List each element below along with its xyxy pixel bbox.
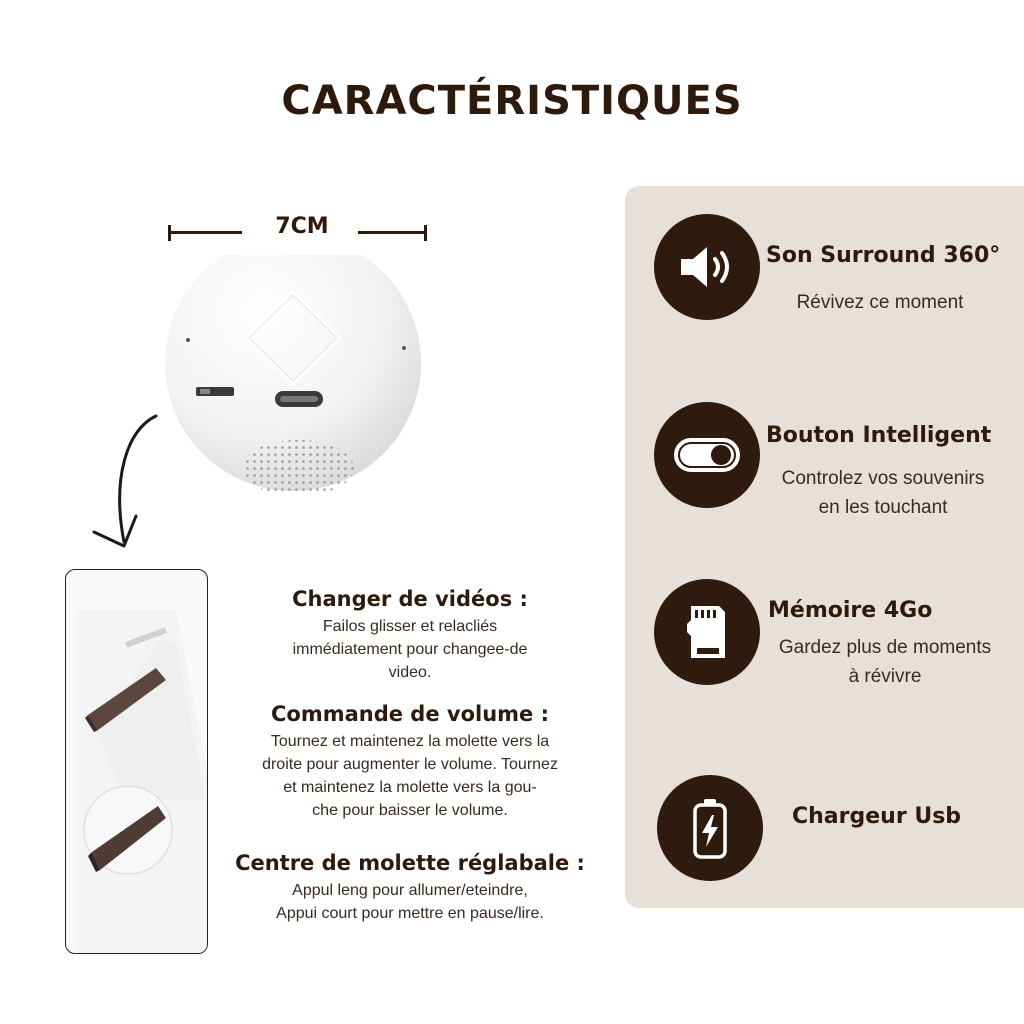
feature-description: Gardez plus de moments à révivre [778,637,992,687]
feature-title: Chargeur Usb [792,804,962,829]
curved-arrow-icon [86,410,166,555]
instruction-heading: Changer de vidéos : [292,587,528,611]
instruction-text: Tournez et maintenez la molette vers la droite pour augmenter le volume. Tournez et maintenez la molette vers la gou- che pour baisser le volume. [262,733,558,819]
device-image [160,255,430,495]
instruction-change-video [212,587,608,684]
feature-title: Mémoire 4Go [768,598,933,623]
page-title: CARACTÉRISTIQUES [281,78,743,124]
instruction-wheel-center [212,851,608,925]
feature-title: Bouton Intelligent [766,423,992,448]
toggle-icon [654,402,760,508]
feature-description: Controlez vos souvenirs en les touchant [781,468,985,518]
instruction-heading: Centre de molette réglabale : [235,851,585,875]
sd-card-icon [654,579,760,685]
instruction-volume [212,702,608,822]
dimension-label: 7CM [275,214,329,239]
feature-description: Révivez ce moment [796,292,964,313]
feature-title: Son Surround 360° [766,243,1001,268]
instruction-text: Failos glisser et relacliés immédiatement pour changee-de video. [292,618,528,681]
instruction-heading: Commande de volume : [271,702,549,726]
instruction-text: Appul leng pour allumer/eteindre, Appui court pour mettre en pause/lire. [276,882,544,922]
speaker-icon [654,214,760,320]
wheel-closeup-image [65,569,208,954]
battery-charging-icon [657,775,763,881]
